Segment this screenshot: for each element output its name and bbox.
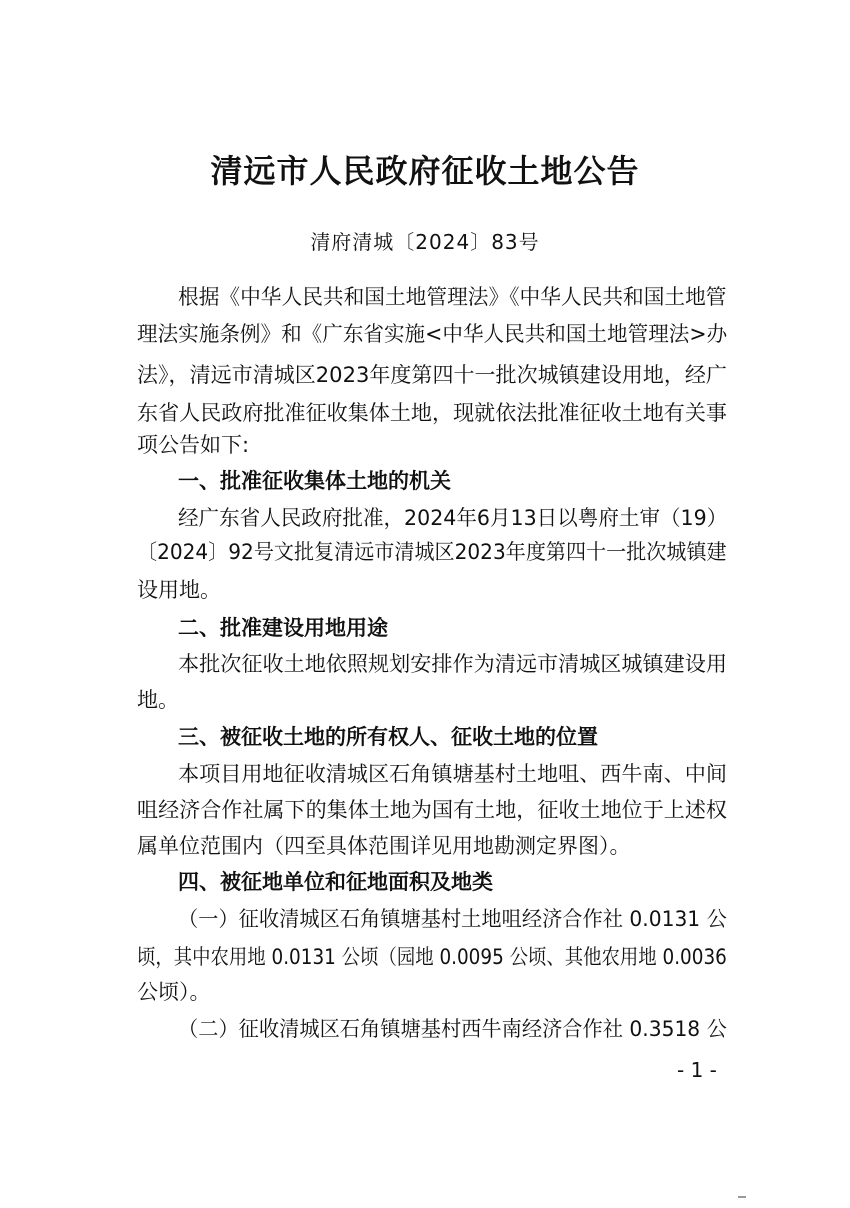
paragraph-line: 设用地。 [137,578,221,602]
section-heading: 一、批准征收集体土地的机关 [178,469,451,493]
paragraph-line: 法》，清远市清城区2023年度第四十一批次城镇建设用地，经广 [137,363,727,387]
paragraph-line: 根据《中华人民共和国土地管理法》《中华人民共和国土地管 [178,285,727,309]
paragraph-line: 理法实施条例》和《广东省实施<中华人民共和国土地管理法>办 [137,322,728,346]
paragraph-line: 项公告如下: [137,433,250,457]
paragraph-line: 地。 [137,688,179,712]
paragraph-line: 东省人民政府批准征收集体土地，现就依法批准征收土地有关事 [137,401,727,425]
paragraph-line: 本项目用地征收清城区石角镇塘基村土地咀、西牛南、中间 [178,762,727,786]
section-heading: 三、被征收土地的所有权人、征收土地的位置 [178,725,598,749]
document-number: 清府清城〔2024〕83号 [310,230,540,254]
paragraph-line: （一）征收清城区石角镇塘基村土地咀经济合作社 0.0131 公 [178,907,727,931]
paragraph-line: 属单位范围内（四至具体范围详见用地勘测定界图）。 [137,834,631,858]
page-number: - 1 - [677,1058,717,1082]
paragraph-line: （二）征收清城区石角镇塘基村西牛南经济合作社 0.3518 公 [178,1017,727,1041]
paragraph-line: 本批次征收土地依照规划安排作为清远市清城区城镇建设用 [178,652,727,676]
paragraph-line: 〔2024〕92号文批复清远市清城区2023年度第四十一批次城镇建 [137,540,727,564]
paragraph-line: 咀经济合作社属下的集体土地为国有土地，征收土地位于上述权 [137,798,727,822]
section-heading: 四、被征地单位和征地面积及地类 [178,870,493,894]
section-heading: 二、批准建设用地用途 [178,616,388,640]
paragraph-line: 顷，其中农用地 0.0131 公顷（园地 0.0095 公顷、其他农用地 0.0036 [137,945,727,969]
scan-speck [738,1196,746,1198]
paragraph-line: 公顷）。 [137,980,211,1004]
paragraph-line: 经广东省人民政府批准，2024年6月13日以粤府土审（19） [178,506,728,530]
page-title: 清远市人民政府征收土地公告 [210,152,640,190]
